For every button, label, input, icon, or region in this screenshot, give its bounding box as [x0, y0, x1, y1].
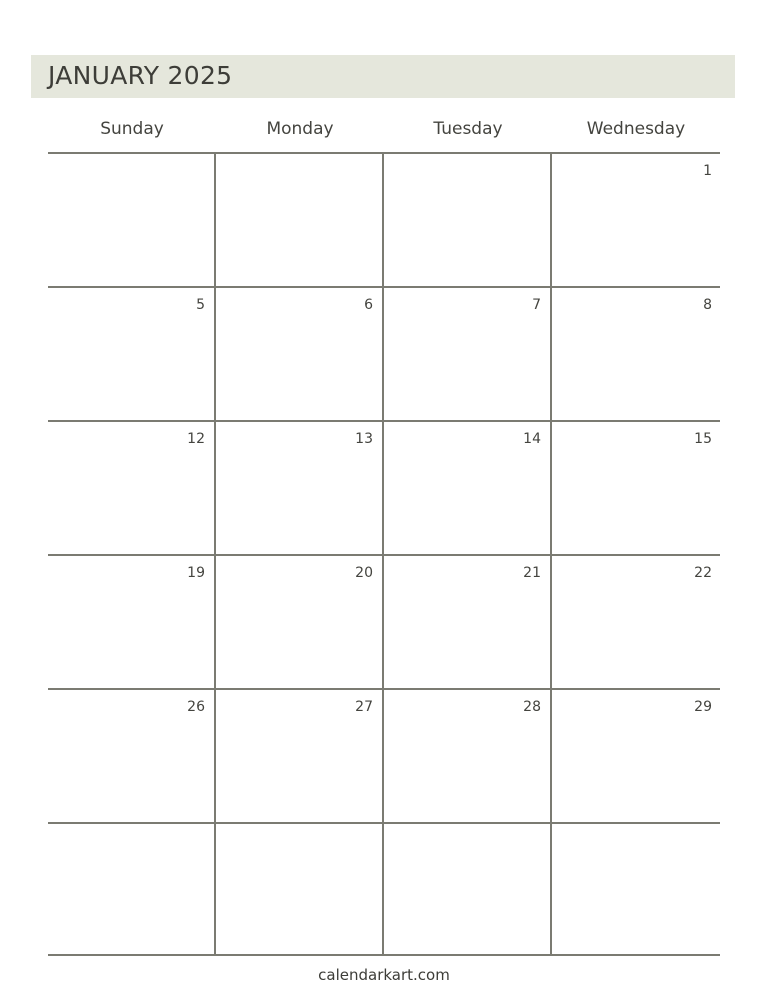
month-title-bar	[31, 55, 735, 98]
day-cell[interactable]	[552, 286, 720, 420]
footer-site-credit: calendarkart.com	[318, 966, 450, 984]
day-number: 12	[187, 431, 205, 447]
day-cell[interactable]	[552, 152, 720, 286]
day-cell[interactable]	[552, 554, 720, 688]
day-cell[interactable]	[48, 688, 216, 822]
day-cell[interactable]	[384, 420, 552, 554]
day-number: 8	[703, 297, 712, 313]
calendar-grid	[48, 152, 720, 956]
month-title: JANUARY 2025	[48, 61, 233, 90]
day-number: 22	[694, 565, 712, 581]
day-number: 14	[523, 431, 541, 447]
day-number: 19	[187, 565, 205, 581]
weekday-monday: Monday	[266, 119, 334, 139]
day-cell[interactable]	[216, 688, 384, 822]
weekday-header-row	[48, 112, 720, 146]
weekday-wednesday: Wednesday	[586, 119, 686, 139]
day-number: 1	[703, 163, 712, 179]
day-cell[interactable]	[384, 286, 552, 420]
day-number: 20	[355, 565, 373, 581]
day-number: 5	[196, 297, 205, 313]
day-cell[interactable]	[48, 554, 216, 688]
day-cell[interactable]	[48, 286, 216, 420]
day-cell[interactable]	[48, 420, 216, 554]
day-cell[interactable]	[48, 152, 216, 286]
day-cell[interactable]	[552, 420, 720, 554]
day-number: 26	[187, 699, 205, 715]
day-cell[interactable]	[216, 822, 384, 956]
day-number: 7	[532, 297, 541, 313]
day-cell[interactable]	[384, 822, 552, 956]
day-number: 13	[355, 431, 373, 447]
day-cell[interactable]	[216, 420, 384, 554]
day-cell[interactable]	[552, 822, 720, 956]
day-cell[interactable]	[552, 688, 720, 822]
day-number: 28	[523, 699, 541, 715]
day-cell[interactable]	[216, 152, 384, 286]
day-cell[interactable]	[384, 554, 552, 688]
day-cell[interactable]	[384, 152, 552, 286]
weekday-sunday: Sunday	[100, 119, 164, 139]
day-number: 6	[364, 297, 373, 313]
day-cell[interactable]	[384, 688, 552, 822]
day-cell[interactable]	[216, 286, 384, 420]
weekday-tuesday: Tuesday	[433, 119, 503, 139]
day-number: 27	[355, 699, 373, 715]
day-number: 21	[523, 565, 541, 581]
day-cell[interactable]	[48, 822, 216, 956]
day-cell[interactable]	[216, 554, 384, 688]
day-number: 29	[694, 699, 712, 715]
day-number: 15	[694, 431, 712, 447]
